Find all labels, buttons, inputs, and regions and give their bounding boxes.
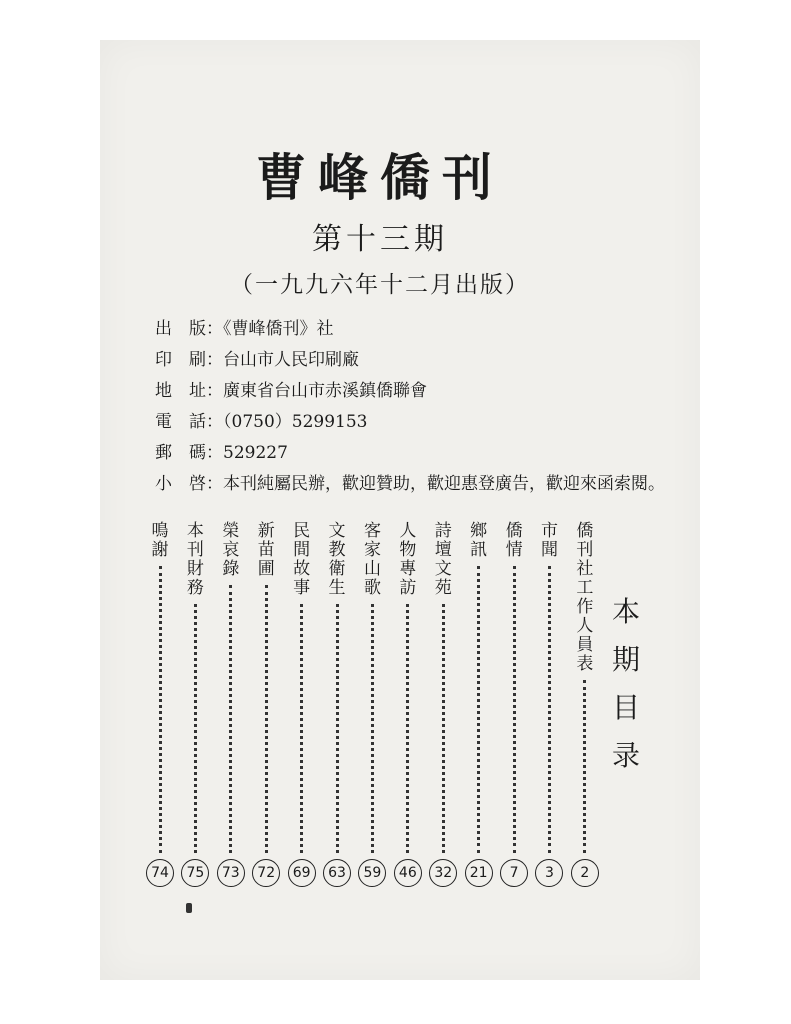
info-row-publisher: 出 版：《曹峰僑刊》社 bbox=[155, 319, 334, 339]
toc-leader-dots bbox=[406, 604, 409, 853]
toc-entry bbox=[570, 522, 600, 887]
info-row-postcode: 郵 碼：529227 bbox=[155, 443, 288, 463]
toc-entry bbox=[216, 522, 246, 887]
toc-page-number: 7 bbox=[500, 859, 528, 887]
toc-leader-dots bbox=[513, 566, 516, 853]
toc-entry bbox=[393, 522, 423, 887]
toc-heading: 本期目录 bbox=[611, 595, 640, 772]
info-value: 台山市人民印刷廠 bbox=[223, 350, 359, 370]
toc-entry-title: 文教衛生 bbox=[328, 521, 346, 598]
toc-entry bbox=[464, 521, 505, 887]
info-label: 電 話 bbox=[155, 412, 206, 432]
toc-leader-dots bbox=[548, 566, 551, 853]
info-row-notice: 小 啓：本刊純屬民辦，歡迎贊助，歡迎惠登廣告，歡迎來函索閱。 bbox=[155, 474, 665, 494]
toc-leader-dots bbox=[300, 604, 303, 853]
toc-leader-dots bbox=[265, 585, 268, 853]
toc-entry bbox=[180, 522, 210, 887]
toc-entry bbox=[357, 522, 387, 887]
info-value: 529227 bbox=[223, 443, 288, 463]
toc-entry-title: 鳴 謝 bbox=[151, 521, 186, 560]
toc-leader-dots bbox=[442, 604, 445, 853]
info-value: 《曹峰僑刊》社 bbox=[223, 319, 334, 339]
ink-mark bbox=[186, 903, 192, 913]
info-value: 廣東省台山市赤溪鎮僑聯會 bbox=[223, 381, 427, 401]
toc-entry-title: 僑刊社工作人員表 bbox=[576, 521, 594, 674]
info-label: 出 版 bbox=[155, 319, 206, 339]
toc-entry bbox=[499, 521, 540, 887]
toc-entry-title: 人物專訪 bbox=[399, 521, 417, 598]
info-label: 地 址 bbox=[155, 381, 206, 401]
info-label: 郵 碼 bbox=[155, 443, 206, 463]
toc-page-number: 21 bbox=[465, 859, 493, 887]
table-of-contents bbox=[145, 522, 600, 887]
toc-entry-title: 民間故事 bbox=[293, 521, 311, 598]
toc-page-number: 75 bbox=[181, 859, 209, 887]
toc-leader-dots bbox=[371, 604, 374, 853]
toc-leader-dots bbox=[229, 585, 232, 853]
toc-leader-dots bbox=[336, 604, 339, 853]
toc-entry bbox=[322, 522, 352, 887]
toc-page-number: 3 bbox=[535, 859, 563, 887]
toc-leader-dots bbox=[583, 680, 586, 853]
toc-leader-dots bbox=[194, 604, 197, 853]
toc-leader-dots bbox=[477, 566, 480, 853]
info-row-address: 地 址：廣東省台山市赤溪鎮僑聯會 bbox=[155, 381, 427, 401]
toc-entry-title: 僑 情 bbox=[505, 521, 540, 560]
toc-entry bbox=[287, 522, 317, 887]
toc-page-number: 59 bbox=[358, 859, 386, 887]
toc-entry bbox=[145, 521, 186, 887]
toc-page-number: 2 bbox=[571, 859, 599, 887]
info-value: （0750）5299153 bbox=[223, 412, 368, 432]
toc-page-number: 63 bbox=[323, 859, 351, 887]
toc-page-number: 32 bbox=[429, 859, 457, 887]
toc-page-number: 46 bbox=[394, 859, 422, 887]
toc-leader-dots bbox=[159, 566, 162, 853]
toc-page-number: 72 bbox=[252, 859, 280, 887]
publish-date: （一九九六年十二月出版） bbox=[230, 272, 530, 298]
toc-page-number: 73 bbox=[217, 859, 245, 887]
issue-number: 第十三期 bbox=[312, 222, 448, 257]
toc-entry-title: 新苗圃 bbox=[257, 521, 275, 579]
toc-page-number: 74 bbox=[146, 859, 174, 887]
info-row-phone: 電 話：（0750）5299153 bbox=[155, 412, 368, 432]
toc-entry-title: 榮哀錄 bbox=[222, 521, 240, 579]
toc-entry-title: 本刊財務 bbox=[186, 521, 204, 598]
info-value: 本刊純屬民辦，歡迎贊助，歡迎惠登廣告，歡迎來函索閱。 bbox=[223, 474, 665, 494]
publication-title: 曹峰僑刊 bbox=[256, 148, 504, 207]
toc-entry bbox=[534, 521, 575, 887]
toc-page-number: 69 bbox=[288, 859, 316, 887]
toc-entry-title: 市 聞 bbox=[540, 521, 575, 560]
toc-entry-title: 鄉 訊 bbox=[470, 521, 505, 560]
info-label: 小 啓 bbox=[155, 474, 206, 494]
info-label: 印 刷 bbox=[155, 350, 206, 370]
toc-entry bbox=[428, 522, 458, 887]
info-row-printer: 印 刷：台山市人民印刷廠 bbox=[155, 350, 359, 370]
publication-info bbox=[155, 314, 695, 500]
toc-entry-title: 客家山歌 bbox=[363, 521, 381, 598]
toc-entry bbox=[251, 522, 281, 887]
toc-entry-title: 詩壇文苑 bbox=[434, 521, 452, 598]
